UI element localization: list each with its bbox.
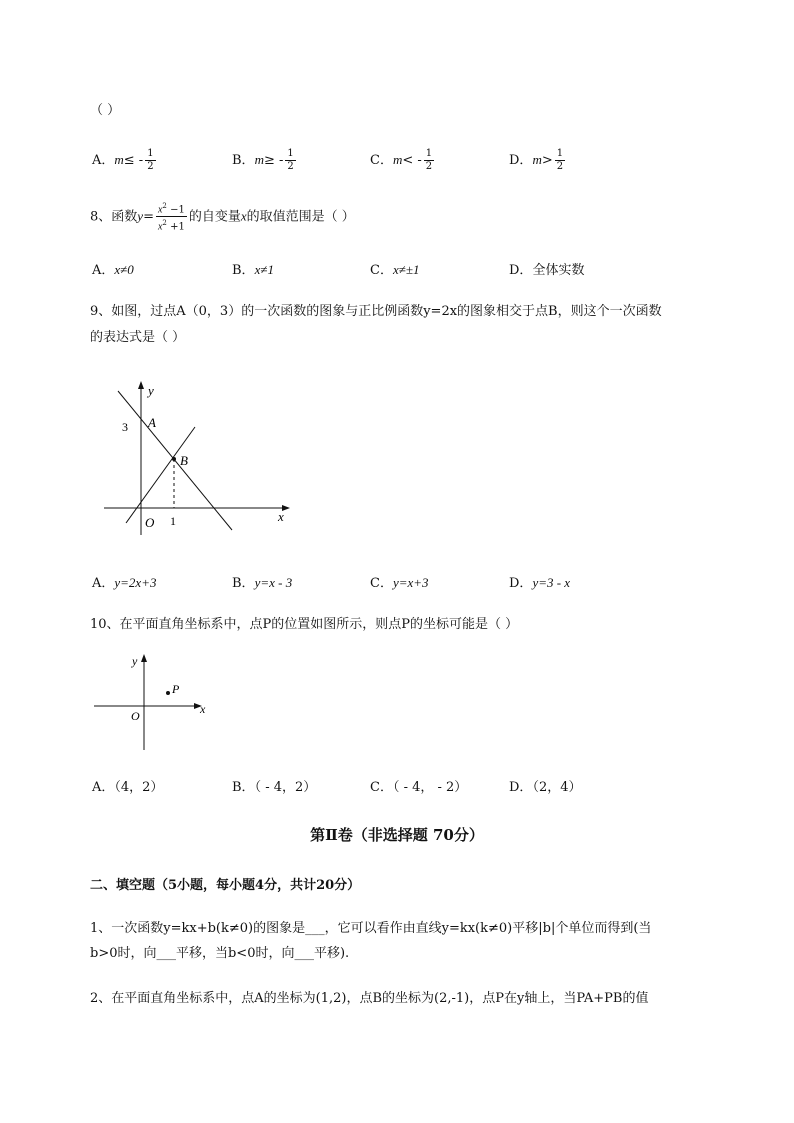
q10-option-c[interactable]: C．（ - 4， - 2） [370, 780, 468, 795]
q9-label-3: 3 [122, 420, 128, 434]
q10-label-o: O [131, 709, 140, 723]
fraction-num: $x^2 -1$ [157, 202, 185, 216]
q10-figure [90, 650, 220, 755]
q9-option-c[interactable]: C．y=x+3 [370, 575, 429, 591]
q9-label-x: x [278, 509, 284, 524]
q8-end: 的取值范围是（ ） [246, 209, 355, 225]
section-title: 第Ⅱ卷（非选择题 70分） [310, 826, 484, 844]
fraction-den: 2 [147, 161, 154, 172]
option-var: m [114, 152, 124, 167]
q8-eq: = [143, 209, 154, 225]
f1-line2: b>0时，向___平移，当b<0时，向___平移). [90, 946, 350, 961]
q7-option-d[interactable] [509, 148, 567, 173]
q10-label-x: x [200, 702, 206, 716]
fraction-den: 2 [556, 161, 564, 172]
q9-y-arrow [138, 381, 144, 389]
option-rel: ≤ - [123, 153, 144, 168]
q8-fraction [156, 200, 187, 234]
option-prefix: C． [370, 153, 393, 168]
q10-label-p: P [172, 682, 180, 696]
q10-option-d[interactable]: D．（2，4） [509, 780, 582, 795]
q8-var: x [240, 208, 247, 224]
option-fraction [555, 148, 565, 173]
q9-option-b[interactable]: B．y=x - 3 [232, 575, 293, 591]
q8-option-c[interactable]: C．x≠±1 [370, 262, 420, 278]
q9-label-y: y [148, 383, 154, 398]
q9-label-1: 1 [170, 514, 176, 528]
q10-y-arrow [141, 654, 147, 662]
option-rel: < - [402, 153, 422, 168]
q10-option-a[interactable]: A．（4，2） [92, 780, 164, 795]
q9-label-b: B [180, 453, 188, 468]
q8-after: 的自变量 [188, 209, 241, 225]
q9-point-b [172, 457, 176, 461]
fraction-num: 1 [147, 148, 154, 159]
q9-line-increasing [126, 427, 195, 523]
q8-option-a[interactable]: A．x≠0 [92, 262, 134, 278]
option-prefix: D． [509, 153, 533, 168]
option-prefix: A． [92, 153, 115, 168]
fraction-den: 2 [425, 161, 433, 172]
fraction-num: 1 [425, 148, 433, 159]
q8-stem [90, 200, 355, 234]
fraction-num: 1 [287, 148, 294, 159]
fraction-num: 1 [556, 148, 564, 159]
q8-func: y [137, 208, 144, 224]
option-fraction [285, 148, 295, 173]
q9-options [92, 572, 712, 602]
part2-heading: 二、填空题（5小题，每小题4分，共计20分） [90, 878, 361, 893]
fraction-den: 2 [287, 161, 294, 172]
q10-options [92, 776, 712, 806]
q9-option-d[interactable]: D．y=3 - x [509, 575, 571, 591]
q9-line1: 9、如图，过点A（0，3）的一次函数的图象与正比例函数y=2x的图象相交于点B，则这个一次函数 [90, 304, 662, 319]
q9-label-o: O [145, 515, 155, 530]
option-fraction [424, 148, 434, 173]
option-var: m [254, 152, 264, 167]
option-rel: ≥ - [263, 153, 284, 168]
q9-label-a: A [148, 415, 156, 430]
q8-options [92, 259, 712, 289]
q8-option-b[interactable]: B．x≠1 [232, 262, 274, 278]
q7-option-c[interactable] [370, 148, 436, 173]
q7-option-a[interactable] [92, 148, 158, 173]
option-fraction [145, 148, 155, 173]
fraction-den: $x^2 +1$ [157, 219, 185, 233]
q9-figure [100, 375, 300, 540]
q9-option-a[interactable]: A．y=2x+3 [92, 575, 157, 591]
q10-line1: 10、在平面直角坐标系中，点P的位置如图所示，则点P的坐标可能是（ ） [90, 617, 519, 632]
q10-label-y: y [132, 654, 138, 668]
q10-option-b[interactable]: B．（ - 4，2） [232, 780, 317, 795]
option-rel: > [541, 153, 553, 168]
q7-tail: （ ） [90, 103, 121, 118]
f1-line1: 1、一次函数y=kx+b(k≠0)的图象是___，它可以看作由直线y=kx(k≠0)平移|b|个单位而得到(当 [90, 921, 652, 936]
q7-option-b[interactable] [232, 148, 298, 173]
q8-lead: 8、函数 [90, 209, 138, 225]
option-prefix: B． [232, 153, 255, 168]
q7-options [92, 148, 712, 178]
option-var: m [392, 152, 403, 167]
f2-line1: 2、在平面直角坐标系中，点A的坐标为(1,2)，点B的坐标为(2,-1)，点P在y轴上，当PA+PB的值 [90, 991, 649, 1006]
q10-point-p [166, 691, 170, 695]
option-var: m [532, 152, 542, 167]
q9-line2: 的表达式是（ ） [90, 330, 186, 345]
q8-option-d[interactable]: D．全体实数 [509, 263, 585, 278]
